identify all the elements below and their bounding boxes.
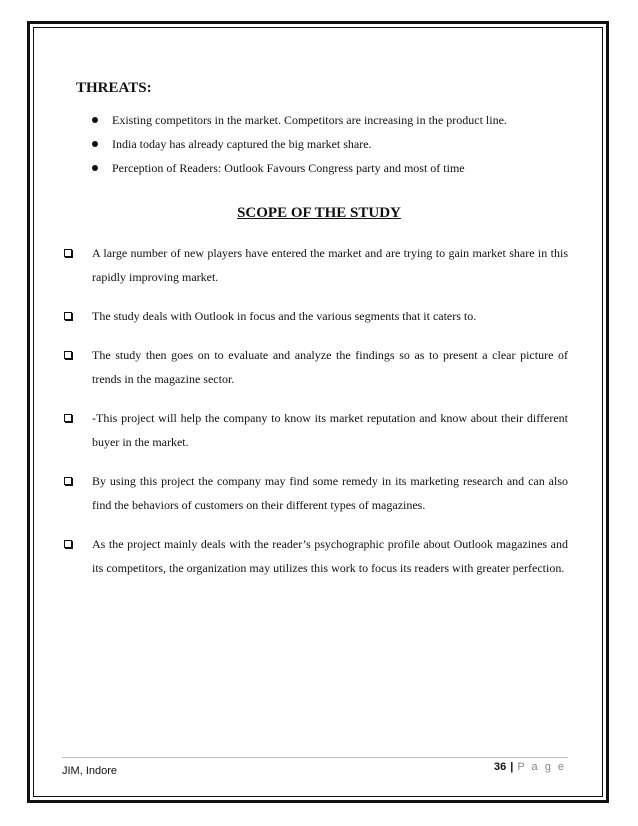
scope-list xyxy=(62,241,568,595)
scope-text: By using this project the company may find some remedy in its marketing research and can also find the behaviors of customers on their different types of magazines. xyxy=(92,474,568,512)
footer-divider xyxy=(62,757,568,758)
checkbox-bullet-icon xyxy=(64,477,72,485)
scope-text: -This project will help the company to know its market reputation and know about their different buyer in the market. xyxy=(92,411,568,449)
threat-text: Perception of Readers: Outlook Favours Congress party and most of time xyxy=(112,161,465,175)
bullet-icon xyxy=(92,141,98,147)
footer-page-number xyxy=(494,761,566,773)
page-number: 36 xyxy=(494,761,507,773)
scope-title: SCOPE OF THE STUDY xyxy=(237,205,401,221)
threats-heading: THREATS: xyxy=(76,80,152,96)
list-item xyxy=(62,304,568,328)
scope-text: The study then goes on to evaluate and analyze the findings so as to present a clear picture of trends in the magazine sector. xyxy=(92,348,568,386)
checkbox-bullet-icon xyxy=(64,312,72,320)
list-item xyxy=(92,160,582,184)
checkbox-bullet-icon xyxy=(64,249,72,257)
list-item xyxy=(62,406,568,454)
list-item xyxy=(92,112,582,136)
bullet-icon xyxy=(92,117,98,123)
list-item xyxy=(62,241,568,289)
footer-institution: JIM, Indore xyxy=(62,765,118,777)
list-item xyxy=(92,136,582,160)
checkbox-bullet-icon xyxy=(64,351,72,359)
page-label: P a g e xyxy=(517,761,566,773)
scope-text: The study deals with Outlook in focus and the various segments that it caters to. xyxy=(92,309,477,323)
threat-text: Existing competitors in the market. Competitors are increasing in the product line. xyxy=(112,113,507,127)
list-item xyxy=(62,469,568,517)
scope-text: As the project mainly deals with the reader’s psychographic profile about Outlook magazines and its competitors, the organization may utilizes this work to focus its readers with greater perfection. xyxy=(92,537,568,575)
list-item xyxy=(62,343,568,391)
threats-list xyxy=(92,112,582,184)
checkbox-bullet-icon xyxy=(64,540,72,548)
threat-text: India today has already captured the big market share. xyxy=(112,137,372,151)
list-item xyxy=(62,532,568,580)
checkbox-bullet-icon xyxy=(64,414,72,422)
scope-text: A large number of new players have entered the market and are trying to gain market share in this rapidly improving market. xyxy=(92,246,568,284)
page-separator: | xyxy=(510,761,514,773)
bullet-icon xyxy=(92,165,98,171)
